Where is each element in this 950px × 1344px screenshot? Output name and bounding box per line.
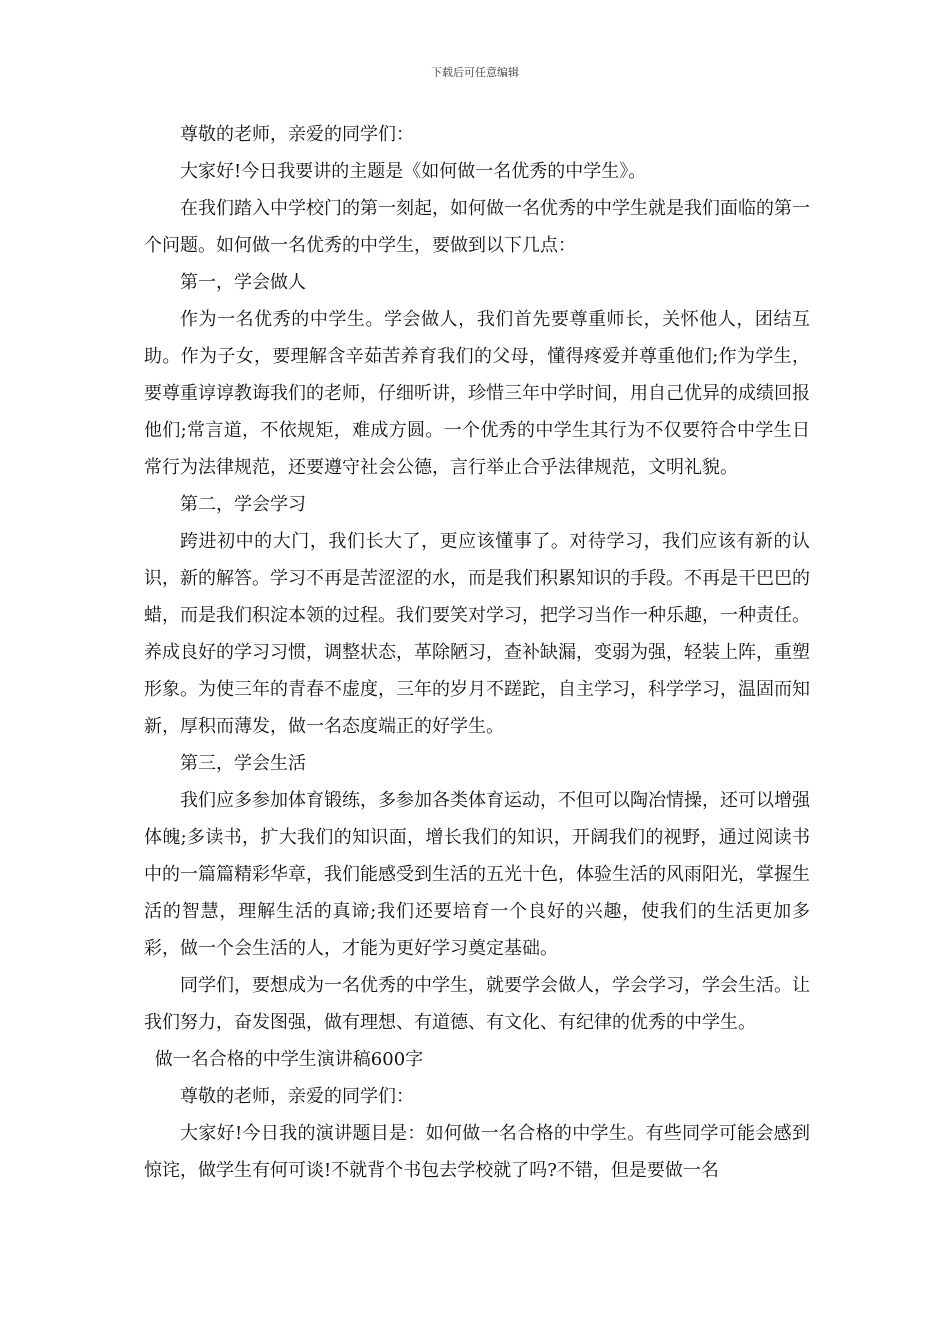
section-3-paragraph: 我们应多参加体育锻练，多参加各类体育运动，不但可以陶冶情操，还可以增强体魄;多读书，扩大我们的知识面，增长我们的知识，开阔我们的视野，通过阅读书中的一篇篇精彩华章，我们能感受到生活的五光十色，体验生活的风雨阳光，掌握生活的智慧，理解生活的真谛;我们还要培育一个良好的兴趣，使我们的生活更加多彩，做一个会生活的人，才能为更好学习奠定基础。	[144, 790, 810, 959]
section-heading-3: 第三，学会生活	[180, 753, 306, 774]
second-opening-paragraph: 大家好!今日我的演讲题目是：如何做一名合格的中学生。有些同学可能会感到惊诧，做学生有何可谈!不就背个书包去学校就了吗?不错，但是要做一名	[144, 1123, 810, 1181]
intro-paragraph: 在我们踏入中学校门的第一刻起，如何做一名优秀的中学生就是我们面临的第一个问题。如何做一名优秀的中学生，要做到以下几点：	[144, 198, 810, 256]
section-heading-2: 第二，学会学习	[180, 494, 306, 515]
page-header: 下载后可任意编辑	[431, 66, 519, 79]
greeting: 尊敬的老师，亲爱的同学们：	[180, 124, 414, 145]
opening-paragraph: 大家好!今日我要讲的主题是《如何做一名优秀的中学生》。	[180, 161, 647, 182]
document-body	[144, 116, 810, 1189]
second-speech-title: 做一名合格的中学生演讲稿600字	[154, 1049, 424, 1070]
section-1-paragraph: 作为一名优秀的中学生。学会做人，我们首先要尊重师长，关怀他人，团结互助。作为子女，要理解含辛茹苦养育我们的父母，懂得疼爱并尊重他们;作为学生，要尊重谆谆教诲我们的老师，仔细听讲，珍惜三年中学时间，用自己优异的成绩回报他们;常言道，不依规矩，难成方圆。一个优秀的中学生其行为不仅要符合中学生日常行为法律规范，还要遵守社会公德，言行举止合乎法律规范，文明礼貌。	[144, 309, 810, 478]
closing-paragraph: 同学们，要想成为一名优秀的中学生，就要学会做人，学会学习，学会生活。让我们努力，奋发图强，做有理想、有道德、有文化、有纪律的优秀的中学生。	[144, 975, 810, 1033]
section-2-paragraph: 跨进初中的大门，我们长大了，更应该懂事了。对待学习，我们应该有新的认识，新的解答。学习不再是苦涩涩的水，而是我们积累知识的手段。不再是干巴巴的蜡，而是我们积淀本领的过程。我们要笑对学习，把学习当作一种乐趣，一种责任。养成良好的学习习惯，调整状态，革除陋习，查补缺漏，变弱为强，轻装上阵，重塑形象。为使三年的青春不虚度，三年的岁月不蹉跎，自主学习，科学学习，温固而知新，厚积而薄发，做一名态度端正的好学生。	[144, 531, 810, 737]
section-heading-1: 第一，学会做人	[180, 272, 306, 293]
second-greeting: 尊敬的老师，亲爱的同学们：	[180, 1086, 414, 1107]
